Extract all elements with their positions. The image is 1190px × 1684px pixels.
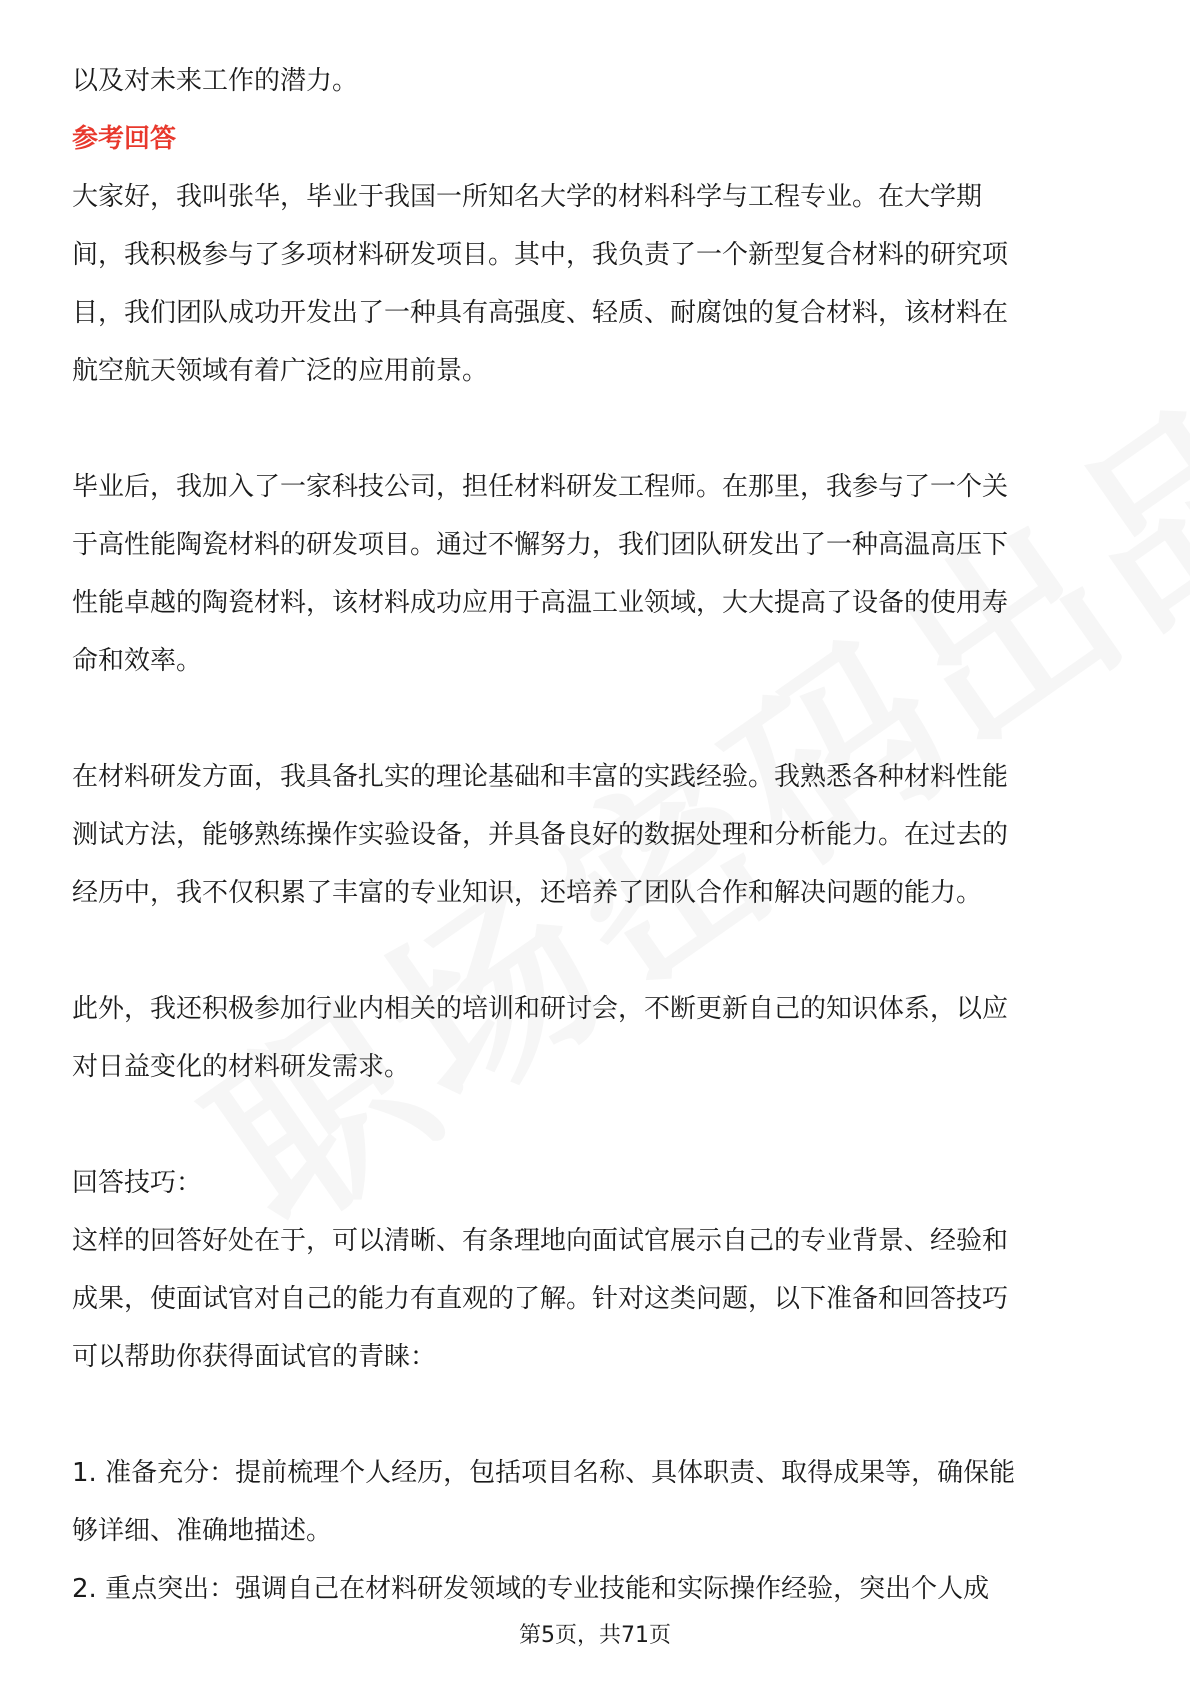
text-line: 性能卓越的陶瓷材料，该材料成功应用于高温工业领域，大大提高了设备的使用寿	[72, 588, 1009, 618]
text-line: 在材料研发方面，我具备扎实的理论基础和丰富的实践经验。我熟悉各种材料性能	[72, 762, 1009, 792]
section-heading: 参考回答	[72, 124, 177, 154]
paragraph-gap	[72, 400, 1118, 458]
text-line: 命和效率。	[72, 646, 203, 676]
text-line: 这样的回答好处在于，可以清晰、有条理地向面试官展示自己的专业背景、经验和	[72, 1226, 1009, 1256]
tips-title: 回答技巧：	[72, 1168, 203, 1198]
paragraph-gap	[72, 922, 1118, 980]
text-line: 毕业后，我加入了一家科技公司，担任材料研发工程师。在那里，我参与了一个关	[72, 472, 1009, 502]
text-line: 测试方法，能够熟练操作实验设备，并具备良好的数据处理和分析能力。在过去的	[72, 820, 1009, 850]
text-line: 对日益变化的材料研发需求。	[72, 1052, 411, 1082]
text-line: 经历中，我不仅积累了丰富的专业知识，还培养了团队合作和解决问题的能力。	[72, 878, 983, 908]
list-item-text: 够详细、准确地描述。	[72, 1516, 333, 1546]
document-body	[72, 52, 1118, 1618]
paragraph-gap	[72, 1096, 1118, 1154]
text-line: 大家好，我叫张华，毕业于我国一所知名大学的材料科学与工程专业。在大学期	[72, 182, 983, 212]
text-line: 以及对未来工作的潜力。	[72, 66, 359, 96]
text-line: 间，我积极参与了多项材料研发项目。其中，我负责了一个新型复合材料的研究项	[72, 240, 1009, 270]
text-line: 航空航天领域有着广泛的应用前景。	[72, 356, 489, 386]
text-line: 目，我们团队成功开发出了一种具有高强度、轻质、耐腐蚀的复合材料，该材料在	[72, 298, 1009, 328]
page-footer: 第5页，共71页	[519, 1623, 671, 1648]
text-line: 于高性能陶瓷材料的研发项目。通过不懈努力，我们团队研发出了一种高温高压下	[72, 530, 1009, 560]
paragraph-gap	[72, 690, 1118, 748]
text-line: 成果，使面试官对自己的能力有直观的了解。针对这类问题，以下准备和回答技巧	[72, 1284, 1009, 1314]
list-item-text: 2. 重点突出：强调自己在材料研发领域的专业技能和实际操作经验，突出个人成	[72, 1574, 990, 1604]
text-line: 此外，我还积极参加行业内相关的培训和研讨会，不断更新自己的知识体系，以应	[72, 994, 1009, 1024]
list-item-text: 1. 准备充分：提前梳理个人经历，包括项目名称、具体职责、取得成果等，确保能	[72, 1458, 1016, 1488]
paragraph-gap	[72, 1386, 1118, 1444]
text-line: 可以帮助你获得面试官的青睐：	[72, 1342, 437, 1372]
